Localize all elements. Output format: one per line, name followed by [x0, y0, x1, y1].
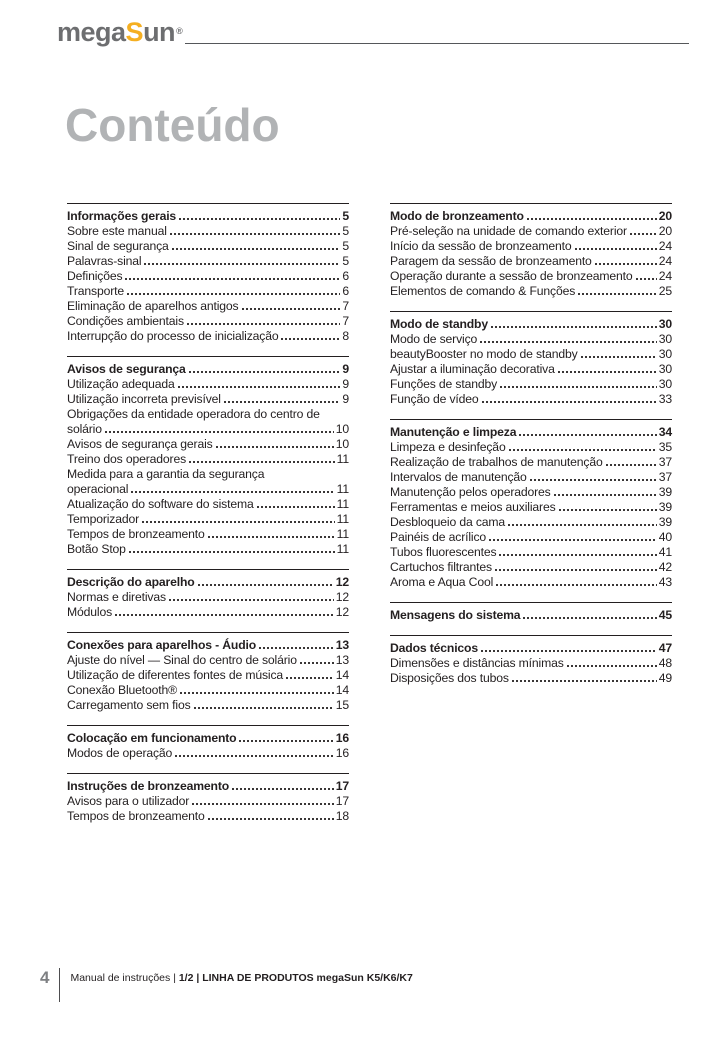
toc-section	[390, 203, 672, 299]
toc-entry	[390, 485, 672, 500]
toc-entry-label: Carregamento sem fios	[67, 698, 191, 712]
toc-entry-page: 18	[335, 809, 349, 823]
toc-entry-page: 9	[342, 392, 349, 406]
page-footer	[40, 968, 413, 1002]
dot-leader	[285, 668, 334, 683]
toc-entry-label: Treino dos operadores	[67, 452, 187, 466]
logo-mega: mega	[57, 17, 126, 47]
toc-entry-page: 49	[658, 671, 672, 685]
toc-entry-page: 11	[336, 482, 349, 496]
toc-entry	[67, 224, 349, 239]
dot-leader	[479, 332, 657, 347]
dot-leader	[605, 455, 657, 470]
dot-leader	[529, 470, 657, 485]
toc-entry	[67, 239, 349, 254]
toc-entry-label-wrap: Medida para a garantia da segurança	[67, 467, 265, 481]
toc-entry-page: 12	[335, 605, 349, 619]
dot-leader	[193, 698, 334, 713]
toc-entry-label: Cartuchos filtrantes	[390, 560, 492, 574]
toc-entry-label: Sobre este manual	[67, 224, 167, 238]
toc-entry-label: Desbloqueio da cama	[390, 515, 506, 529]
dot-leader	[490, 317, 657, 332]
dot-leader	[207, 527, 335, 542]
toc-section-page: 16	[335, 731, 349, 745]
registered-mark-icon: ®	[176, 26, 183, 36]
dot-leader	[499, 377, 657, 392]
toc-entry-page: 7	[342, 299, 349, 313]
dot-leader	[143, 254, 340, 269]
dot-leader	[128, 542, 335, 557]
toc-entry-page: 24	[658, 269, 672, 283]
dot-leader	[577, 284, 657, 299]
toc-section-title: Instruções de bronzeamento	[67, 779, 230, 793]
toc-entry-page: 10	[335, 437, 349, 451]
toc-entry	[390, 440, 672, 455]
logo-s: S	[125, 17, 144, 47]
toc-entry	[390, 470, 672, 485]
toc-section	[390, 419, 672, 590]
toc-entry	[390, 671, 672, 686]
toc-entry-page: 11	[336, 512, 349, 526]
toc-entry-label: Intervalos de manutenção	[390, 470, 527, 484]
toc-entry-page: 25	[658, 284, 672, 298]
toc-entry-page: 6	[342, 284, 349, 298]
toc-section-header	[390, 209, 672, 224]
toc-entry-page: 16	[335, 746, 349, 760]
dot-leader	[508, 440, 657, 455]
dot-leader	[481, 392, 657, 407]
toc-entry-page: 33	[658, 392, 672, 406]
toc-entry-page: 15	[335, 698, 349, 712]
toc-entry-page: 11	[336, 497, 349, 511]
toc-entry-label: Tubos fluorescentes	[390, 545, 497, 559]
toc-entry-page: 42	[658, 560, 672, 574]
dot-leader	[522, 608, 656, 623]
header-rule	[185, 43, 689, 44]
toc-entry-page: 9	[342, 377, 349, 391]
toc-section	[390, 635, 672, 686]
toc-entry-label: Atualização do software do sistema	[67, 497, 254, 511]
toc-entry-page: 7	[342, 314, 349, 328]
dot-leader	[207, 809, 334, 824]
toc-section-title: Colocação em funcionamento	[67, 731, 237, 745]
toc-entry-label: Utilização adequada	[67, 377, 175, 391]
toc-entry-label: Tempos de bronzeamento	[67, 809, 205, 823]
toc-section-page: 45	[658, 608, 672, 622]
dot-leader	[191, 794, 334, 809]
toc-section	[67, 725, 349, 761]
toc-entry	[67, 299, 349, 314]
toc-entry-page: 48	[658, 656, 672, 670]
toc-section-header	[390, 641, 672, 656]
toc-section-title: Avisos de segurança	[67, 362, 186, 376]
toc-section	[67, 569, 349, 620]
toc-section-title: Manutenção e limpeza	[390, 425, 517, 439]
dot-leader	[178, 209, 340, 224]
dot-leader	[124, 269, 340, 284]
toc-section-header	[67, 209, 349, 224]
toc-entry	[390, 545, 672, 560]
toc-entry-label: Disposições dos tubos	[390, 671, 509, 685]
toc-entry-label: Elementos de comando & Funções	[390, 284, 576, 298]
toc-section	[390, 602, 672, 623]
toc-entry	[67, 605, 349, 620]
toc-entry-page: 12	[335, 590, 349, 604]
toc-entry-page: 43	[658, 575, 672, 589]
toc-entry	[67, 527, 349, 542]
toc-entry	[390, 530, 672, 545]
toc-section-page: 13	[335, 638, 349, 652]
toc-entry-label: Limpeza e desinfeção	[390, 440, 506, 454]
toc-section	[67, 773, 349, 824]
toc-entry	[390, 224, 672, 239]
toc-entry-label: solário	[67, 422, 102, 436]
toc-section-header	[390, 425, 672, 440]
dot-leader	[594, 254, 657, 269]
toc-section-title: Dados técnicos	[390, 641, 478, 655]
dot-leader	[141, 512, 335, 527]
toc-entry-page: 14	[335, 668, 349, 682]
toc-entry	[67, 452, 349, 467]
toc-entry	[67, 377, 349, 392]
toc-entry	[67, 794, 349, 809]
dot-leader	[186, 314, 340, 329]
toc-entry-label: Modo de serviço	[390, 332, 478, 346]
toc-section-title: Informações gerais	[67, 209, 177, 223]
page-header	[57, 18, 689, 46]
toc-entry	[390, 560, 672, 575]
toc-section-title: Conexões para aparelhos - Áudio	[67, 638, 257, 652]
toc-section-page: 12	[335, 575, 349, 589]
toc-section-page: 20	[658, 209, 672, 223]
toc-entry-page: 41	[658, 545, 672, 559]
dot-leader	[258, 638, 334, 653]
toc-entry-label: Utilização incorreta previsível	[67, 392, 221, 406]
toc-entry-label: Definições	[67, 269, 123, 283]
toc-entry	[67, 497, 349, 512]
toc-section	[390, 311, 672, 407]
dot-leader	[480, 641, 657, 656]
toc-entry	[390, 362, 672, 377]
toc-entry-page: 13	[335, 653, 349, 667]
toc-entry-page: 11	[336, 542, 349, 556]
toc-entry-label: Conexão Bluetooth®	[67, 683, 177, 697]
dot-leader	[495, 575, 657, 590]
toc-entry	[67, 254, 349, 269]
toc-entry-page: 8	[342, 329, 349, 343]
toc-entry-page: 24	[658, 239, 672, 253]
logo-un: un	[143, 17, 176, 47]
toc-section-page: 17	[335, 779, 349, 793]
toc-entry-label: Dimensões e distâncias mínimas	[390, 656, 564, 670]
toc-section-title: Mensagens do sistema	[390, 608, 521, 622]
toc-entry-page: 30	[658, 347, 672, 361]
toc-entry-label: Eliminação de aparelhos antigos	[67, 299, 239, 313]
dot-leader	[494, 560, 657, 575]
toc-section-title: Descrição do aparelho	[67, 575, 195, 589]
toc-entry	[67, 512, 349, 527]
dot-leader	[169, 224, 341, 239]
toc-entry	[67, 422, 349, 437]
toc-section-page: 34	[658, 425, 672, 439]
toc-section-title: Modo de bronzeamento	[390, 209, 524, 223]
toc-entry-page: 30	[658, 332, 672, 346]
toc-entry	[390, 515, 672, 530]
toc-entry-label: Ajuste do nível — Sinal do centro de solário	[67, 653, 297, 667]
toc-entry-label: Transporte	[67, 284, 124, 298]
toc-column-left	[67, 203, 349, 836]
dot-leader	[498, 545, 656, 560]
toc-entry-page: 6	[342, 269, 349, 283]
toc-entry-page: 30	[658, 362, 672, 376]
dot-leader	[580, 347, 657, 362]
table-of-contents	[67, 203, 724, 836]
dot-leader	[299, 653, 334, 668]
toc-entry	[67, 482, 349, 497]
toc-entry-page: 39	[658, 485, 672, 499]
toc-entry-page: 11	[336, 452, 349, 466]
toc-entry	[67, 437, 349, 452]
toc-entry	[390, 392, 672, 407]
toc-entry-page: 37	[658, 470, 672, 484]
footer-divider	[59, 968, 60, 1002]
toc-section-header	[67, 638, 349, 653]
dot-leader	[518, 425, 656, 440]
dot-leader	[488, 530, 657, 545]
toc-entry	[390, 239, 672, 254]
dot-leader	[241, 299, 341, 314]
toc-entry-label: beautyBooster no modo de standby	[390, 347, 578, 361]
toc-entry-label: Condições ambientais	[67, 314, 184, 328]
toc-entry	[390, 269, 672, 284]
toc-entry	[390, 500, 672, 515]
toc-entry-label-wrap: Obrigações da entidade operadora do centro de	[67, 407, 320, 421]
toc-entry-label: Realização de trabalhos de manutenção	[390, 455, 603, 469]
toc-entry	[67, 590, 349, 605]
toc-entry-label: Início da sessão de bronzeamento	[390, 239, 572, 253]
toc-entry-label: Funções de standby	[390, 377, 498, 391]
dot-leader	[174, 746, 334, 761]
toc-entry-label: Avisos de segurança gerais	[67, 437, 213, 451]
toc-section-page: 30	[658, 317, 672, 331]
dot-leader	[558, 500, 657, 515]
toc-entry-label: Painéis de acrílico	[390, 530, 487, 544]
dot-leader	[238, 731, 333, 746]
toc-entry-label: Sinal de segurança	[67, 239, 169, 253]
dot-leader	[629, 224, 657, 239]
toc-entry-page: 5	[342, 224, 349, 238]
dot-leader	[256, 497, 335, 512]
toc-entry-label: Normas e diretivas	[67, 590, 166, 604]
toc-section	[67, 356, 349, 557]
toc-entry-page: 5	[342, 254, 349, 268]
dot-leader	[114, 605, 334, 620]
toc-entry	[67, 284, 349, 299]
toc-section-header	[67, 362, 349, 377]
toc-section-header	[390, 317, 672, 332]
toc-entry-page: 10	[335, 422, 349, 436]
toc-entry-label: Função de vídeo	[390, 392, 479, 406]
toc-entry	[67, 668, 349, 683]
dot-leader	[171, 239, 341, 254]
dot-leader	[574, 239, 657, 254]
toc-entry-page: 20	[658, 224, 672, 238]
toc-entry-label: Ajustar a iluminação decorativa	[390, 362, 555, 376]
dot-leader	[231, 779, 334, 794]
toc-entry	[67, 392, 349, 407]
toc-entry	[390, 377, 672, 392]
toc-entry-label: Aroma e Aqua Cool	[390, 575, 494, 589]
toc-entry	[67, 746, 349, 761]
megasun-logo	[57, 18, 182, 46]
toc-entry	[390, 656, 672, 671]
toc-entry-label: Manutenção pelos operadores	[390, 485, 551, 499]
dot-leader	[557, 362, 657, 377]
toc-entry-page: 17	[335, 794, 349, 808]
toc-section-page: 9	[342, 362, 349, 376]
dot-leader	[177, 377, 341, 392]
toc-section-header	[390, 608, 672, 623]
toc-entry-label: Interrupção do processo de inicialização	[67, 329, 279, 343]
dot-leader	[526, 209, 657, 224]
toc-entry-label: Palavras-sinal	[67, 254, 142, 268]
toc-entry-label: Pré-seleção na unidade de comando exterior	[390, 224, 627, 238]
toc-entry-label: Ferramentas e meios auxiliares	[390, 500, 556, 514]
toc-entry-page: 5	[342, 239, 349, 253]
dot-leader	[168, 590, 334, 605]
dot-leader	[511, 671, 657, 686]
toc-section-title: Modo de standby	[390, 317, 488, 331]
toc-section-page: 47	[658, 641, 672, 655]
toc-entry	[390, 332, 672, 347]
toc-entry	[67, 809, 349, 824]
dot-leader	[130, 482, 334, 497]
toc-entry-page: 30	[658, 377, 672, 391]
toc-section-page: 5	[342, 209, 349, 223]
dot-leader	[507, 515, 657, 530]
toc-entry-label: Tempos de bronzeamento	[67, 527, 205, 541]
toc-entry-label: Temporizador	[67, 512, 140, 526]
toc-entry-label: Modos de operação	[67, 746, 173, 760]
toc-entry-label: Avisos para o utilizador	[67, 794, 190, 808]
footer-text-regular: Manual de instruções |	[70, 972, 179, 984]
dot-leader	[179, 683, 334, 698]
dot-leader	[104, 422, 334, 437]
toc-section	[67, 203, 349, 344]
toc-entry	[67, 269, 349, 284]
dot-leader	[188, 452, 335, 467]
toc-column-right	[390, 203, 672, 836]
toc-entry-page: 14	[335, 683, 349, 697]
dot-leader	[188, 362, 341, 377]
toc-entry-label: Paragem da sessão de bronzeamento	[390, 254, 592, 268]
dot-leader	[223, 392, 341, 407]
toc-entry-page: 39	[658, 515, 672, 529]
toc-entry	[67, 653, 349, 668]
toc-entry-page: 40	[658, 530, 672, 544]
toc-entry	[67, 329, 349, 344]
toc-entry-label: Utilização de diferentes fontes de música	[67, 668, 284, 682]
toc-entry-label: Módulos	[67, 605, 113, 619]
toc-entry-page: 35	[658, 440, 672, 454]
toc-entry-page: 39	[658, 500, 672, 514]
toc-entry-page: 37	[658, 455, 672, 469]
dot-leader	[566, 656, 657, 671]
page-number: 4	[40, 968, 50, 987]
dot-leader	[553, 485, 657, 500]
toc-section	[67, 632, 349, 713]
toc-section-header	[67, 731, 349, 746]
toc-entry-label: Botão Stop	[67, 542, 126, 556]
toc-entry	[390, 347, 672, 362]
dot-leader	[126, 284, 340, 299]
toc-entry	[390, 575, 672, 590]
toc-entry-page: 24	[658, 254, 672, 268]
page-title: Conteúdo	[65, 99, 280, 151]
toc-entry	[390, 455, 672, 470]
toc-entry	[67, 683, 349, 698]
toc-entry	[390, 284, 672, 299]
dot-leader	[215, 437, 334, 452]
footer-text	[70, 972, 412, 984]
toc-entry-label: Operação durante a sessão de bronzeamento	[390, 269, 633, 283]
toc-entry	[67, 542, 349, 557]
toc-entry	[390, 254, 672, 269]
toc-entry-page: 11	[336, 527, 349, 541]
dot-leader	[635, 269, 657, 284]
toc-section-header	[67, 779, 349, 794]
toc-entry	[67, 314, 349, 329]
toc-entry	[67, 698, 349, 713]
toc-section-header	[67, 575, 349, 590]
footer-text-bold: 1/2 | LINHA DE PRODUTOS megaSun K5/K6/K7	[178, 972, 413, 984]
toc-entry-label: operacional	[67, 482, 129, 496]
dot-leader	[280, 329, 340, 344]
dot-leader	[197, 575, 334, 590]
